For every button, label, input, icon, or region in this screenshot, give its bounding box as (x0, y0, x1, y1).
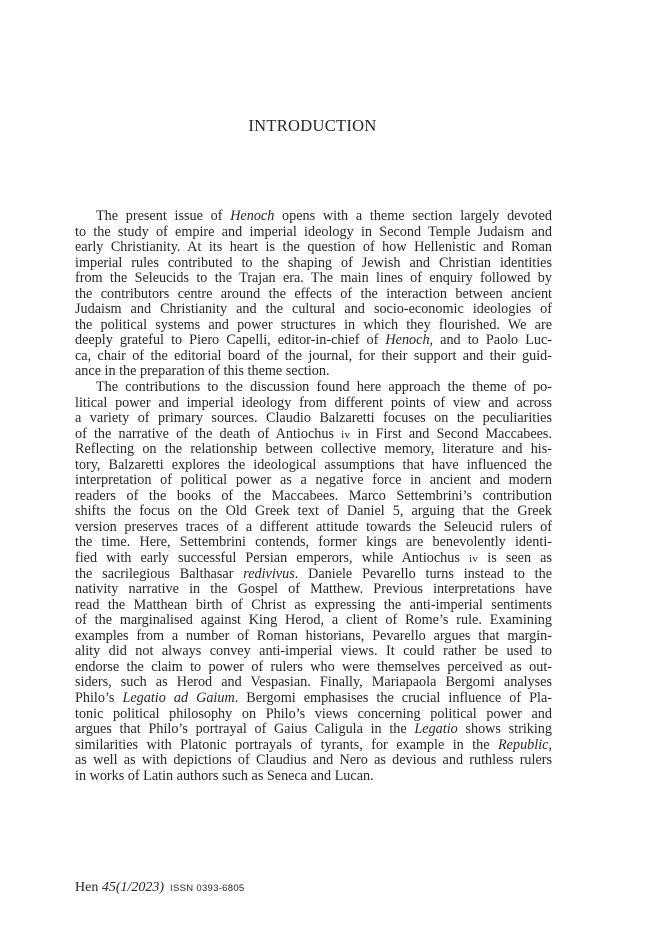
text-run: siders, such as Herod and Vespasian. Finally, Mariapaola Bergomi analyses (75, 674, 552, 691)
text-run: tory, Balzaretti explores the ideological assumptions that have influenced the (75, 456, 552, 473)
text-line (75, 613, 552, 629)
text-line (75, 644, 552, 660)
text-line (75, 349, 552, 365)
text-run: , and to Paolo Luc- (429, 332, 553, 349)
text-line (75, 256, 552, 272)
text-run: the political systems and power structures in which they flourished. We are (75, 316, 552, 333)
footer-issue: 45(1/2023) (101, 880, 165, 895)
text-line (75, 380, 552, 396)
text-line (75, 225, 552, 241)
text-line (75, 318, 552, 334)
footer-issn: ISSN 0393-6805 (170, 883, 245, 894)
italic-text: Henoch (385, 332, 430, 349)
text-run: The contributions to the discussion found here approach the theme of po- (96, 379, 552, 396)
italic-text: Henoch (230, 208, 275, 224)
text-run: interpretation of political power as a negative force in ancient and modern (75, 472, 552, 489)
text-run: The present issue of (96, 208, 231, 224)
text-line (75, 411, 552, 427)
text-run: Philo’s (75, 689, 123, 706)
text-run: examples from a number of Roman historians, Pevarello argues that margin- (75, 627, 552, 644)
text-line (75, 427, 552, 443)
body-text (75, 209, 552, 784)
text-run: argues that Philo’s portrayal of Gaius Caligula in the (75, 721, 415, 738)
text-line (75, 271, 552, 287)
text-run: the sacrilegious Balthasar (75, 565, 244, 582)
text-line (75, 287, 552, 303)
text-run: imperial rules contributed to the shaping of Jewish and Christian identities (75, 254, 552, 271)
text-run: the time. Here, Settembrini contends, former kings are benevolently identi- (75, 534, 552, 551)
text-run: endorse the claim to power of rulers who were themselves perceived as out- (75, 658, 552, 675)
text-run: opens with a theme section largely devoted (274, 208, 552, 224)
text-line (75, 302, 552, 318)
text-run: . Daniele Pevarello turns instead to the (294, 565, 552, 582)
text-run: in First and Second Maccabees. (350, 425, 552, 442)
text-run: litical power and imperial ideology from different points of view and across (75, 394, 552, 411)
text-run: , (548, 736, 552, 753)
text-run: a variety of primary sources. Claudio Balzaretti focuses on the peculiarities (75, 410, 552, 427)
text-run: is seen as (478, 550, 552, 567)
text-line (75, 458, 552, 474)
text-run: from the Seleucids to the Trajan era. The main lines of enquiry followed by (75, 270, 552, 287)
text-run: fied with early successful Persian emperors, while Antiochus (75, 550, 470, 567)
page-footer (75, 880, 245, 896)
text-run: readers of the books of the Maccabees. Marco Settembrini’s contribution (75, 487, 552, 504)
text-run: ance in the preparation of this theme section. (75, 363, 330, 380)
text-run: of the narrative of the death of Antiochus (75, 425, 342, 442)
text-run: deeply grateful to Piero Capelli, editor-in-chief of (75, 332, 386, 349)
italic-text: Legatio ad Gaium (122, 689, 235, 706)
page-heading: INTRODUCTION (248, 116, 377, 135)
small-caps-text: iv (341, 428, 351, 441)
text-line (75, 364, 552, 380)
text-line (75, 473, 552, 489)
text-line (75, 722, 552, 738)
text-line (75, 240, 552, 256)
text-run: nativity narrative in the Gospel of Matthew. Previous interpretations have (75, 581, 552, 598)
text-line (75, 551, 552, 567)
text-line (75, 691, 552, 707)
text-line (75, 660, 552, 676)
text-run: the contributors centre around the effects of the interaction between ancient (75, 285, 552, 302)
text-run: in works of Latin authors such as Seneca and Lucan. (75, 767, 374, 784)
text-run: early Christianity. At its heart is the question of how Hellenistic and Roman (75, 239, 552, 256)
small-caps-text: iv (469, 553, 479, 566)
text-run: version preserves traces of a different attitude towards the Seleucid rulers of (75, 518, 552, 535)
text-line (75, 675, 552, 691)
text-line (75, 333, 552, 349)
text-line (75, 396, 552, 412)
text-line (75, 567, 552, 583)
text-run: as well as with depictions of Claudius and Nero as devious and ruthless rulers (75, 752, 552, 769)
text-line (75, 598, 552, 614)
italic-text: redivivus (243, 565, 295, 582)
text-run: ca, chair of the editorial board of the journal, for their support and their guid- (75, 347, 552, 364)
text-line (75, 582, 552, 598)
text-run: to the study of empire and imperial ideology in Second Temple Judaism and (75, 223, 552, 240)
text-run: ality did not always convey anti-imperial views. It could rather be used to (75, 643, 552, 660)
text-run: Judaism and Christianity and the cultural and socio-economic ideologies of (75, 301, 552, 318)
text-run: shows striking (457, 721, 552, 738)
text-line (75, 489, 552, 505)
italic-text: Republic (498, 736, 549, 753)
text-run: of the marginalised against King Herod, a client of Rome’s rule. Examining (75, 612, 552, 629)
text-line (75, 753, 552, 769)
text-line (75, 738, 552, 754)
text-line (75, 769, 552, 785)
text-run: . Bergomi emphasises the crucial influence of Pla- (234, 689, 552, 706)
text-run: Reflecting on the relationship between collective memory, literature and his- (75, 441, 552, 458)
text-line (75, 535, 552, 551)
text-line (75, 629, 552, 645)
text-line (75, 442, 552, 458)
text-run: read the Matthean birth of Christ as expressing the anti-imperial sentiments (75, 596, 552, 613)
italic-text: Legatio (414, 721, 458, 738)
text-line (75, 707, 552, 723)
text-run: similarities with Platonic portrayals of tyrants, for example in the (75, 736, 499, 753)
footer-journal: Hen (75, 880, 102, 895)
text-line (75, 209, 552, 225)
text-line (75, 504, 552, 520)
text-run: tonic political philosophy on Philo’s views concerning political power and (75, 705, 552, 722)
text-run: shifts the focus on the Old Greek text of Daniel 5, arguing that the Greek (75, 503, 552, 520)
text-line (75, 520, 552, 536)
